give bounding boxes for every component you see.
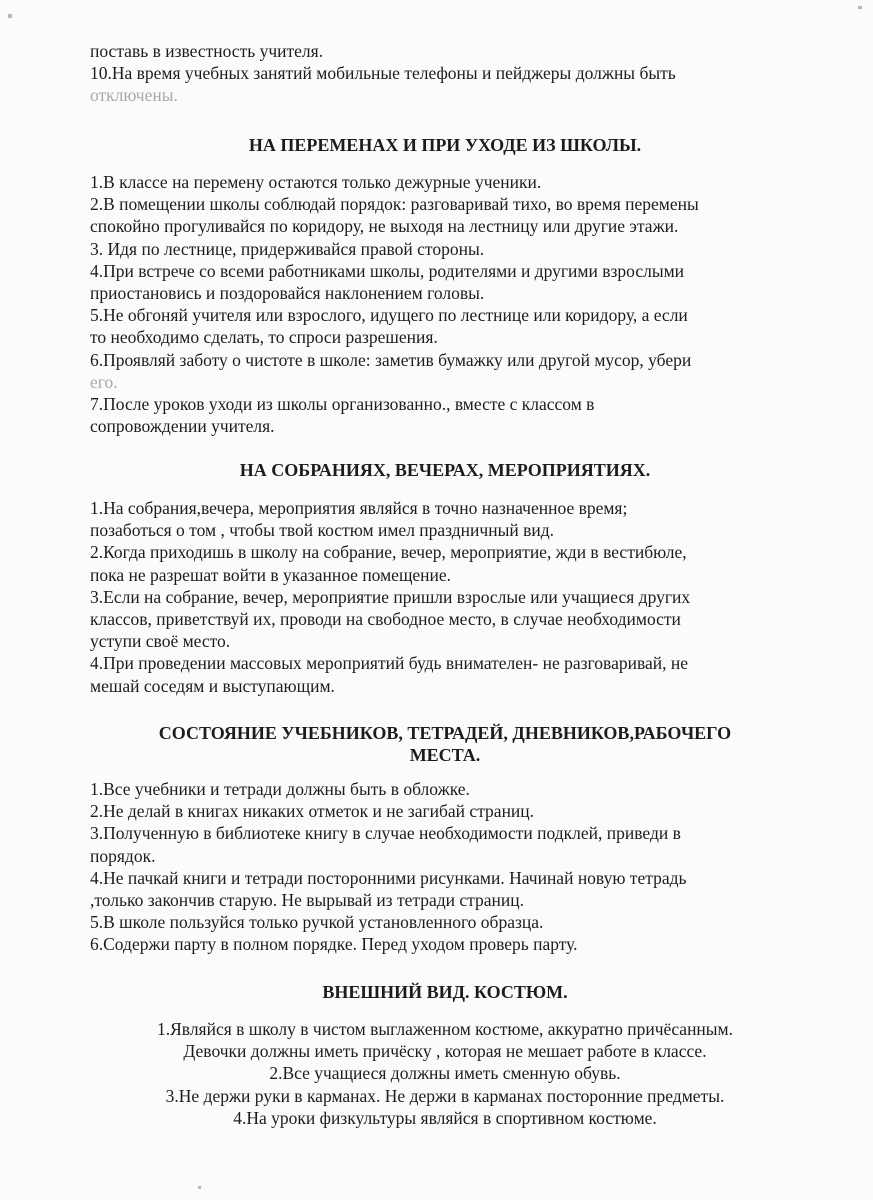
section-2-line: классов, приветствуй их, проводи на свободное место, в случае необходимости <box>90 609 681 630</box>
section-3-line: ,только закончив старую. Не вырывай из тетради страниц. <box>90 890 525 911</box>
section-4-line: Девочки должны иметь причёску , которая не мешает работе в классе. <box>183 1041 707 1062</box>
section-3-line: 4.Не пачкай книги и тетради посторонними рисунками. Начинай новую тетрадь <box>90 867 687 888</box>
intro-block <box>90 40 676 107</box>
section-1-line: 7.После уроков уходи из школы организованно., вместе с классом в <box>90 394 595 415</box>
section-1-line: приостановись и поздоровайся наклонением головы. <box>90 283 485 304</box>
intro-line-1: поставь в известность учителя. <box>90 41 324 61</box>
scan-mark-top-left <box>8 14 12 18</box>
section-2-line: 3.Если на собрание, вечер, мероприятие пришли взрослые или учащиеся других <box>90 586 691 607</box>
section-3-line: 3.Полученную в библиотеке книгу в случае необходимости подклей, приведи в <box>90 823 681 844</box>
section-3-line: 5.В школе пользуйся только ручкой установленного образца. <box>90 912 544 933</box>
section-3-heading <box>90 722 800 766</box>
section-1-line: 3. Идя по лестнице, придерживайся правой стороны. <box>90 238 485 259</box>
section-1-line: сопровождении учителя. <box>90 416 275 437</box>
section-3-body <box>90 778 686 956</box>
intro-line-2: 10.На время учебных занятий мобильные телефоны и пейджеры должны быть <box>90 63 676 84</box>
section-2-line: 2.Когда приходишь в школу на собрание, вечер, мероприятие, жди в вестибюле, <box>90 542 687 563</box>
scan-mark-top-right <box>858 6 862 9</box>
section-1-line: 5.Не обгоняй учителя или взрослого, идущего по лестнице или коридору, а если <box>90 305 688 326</box>
section-2-line: 4.При проведении массовых мероприятий будь внимателен- не разговаривай, не <box>90 653 689 674</box>
section-1-line: 4.При встрече со всеми работниками школы, родителями и другими взрослыми <box>90 260 685 281</box>
section-3-line: 1.Все учебники и тетради должны быть в обложке. <box>90 779 470 799</box>
section-4-line: 1.Являйся в школу в чистом выглаженном костюме, аккуратно причёсанным. <box>156 1019 734 1039</box>
section-4-heading: ВНЕШНИЙ ВИД. КОСТЮМ. <box>322 982 568 1002</box>
section-2-body <box>90 497 690 697</box>
section-4-body <box>90 1018 800 1129</box>
section-3-line: 6.Содержи парту в полном порядке. Перед уходом проверь парту. <box>90 934 578 955</box>
section-1-line: спокойно прогуливайся по коридору, не выходя на лестницу или другие этажи. <box>90 216 679 237</box>
section-1-body <box>90 171 699 437</box>
section-3-line: порядок. <box>90 845 156 866</box>
section-2-line: 1.На собрания,вечера, мероприятия являйся в точно назначенное время; <box>90 498 628 518</box>
section-2-heading: НА СОБРАНИЯХ, ВЕЧЕРАХ, МЕРОПРИЯТИЯХ. <box>239 460 651 480</box>
section-2-line: позаботься о том , чтобы твой костюм имел праздничный вид. <box>90 520 554 541</box>
section-3-heading-line-2: МЕСТА. <box>409 745 481 765</box>
section-2-line: мешай соседям и выступающим. <box>90 675 335 696</box>
intro-line-3: отключены. <box>90 85 178 106</box>
section-1-heading: НА ПЕРЕМЕНАХ И ПРИ УХОДЕ ИЗ ШКОЛЫ. <box>248 135 642 155</box>
section-1-line: 6.Проявляй заботу о чистоте в школе: заметив бумажку или другой мусор, убери <box>90 349 692 370</box>
scan-mark-bottom <box>198 1186 201 1189</box>
section-3-heading-line-1: СОСТОЯНИЕ УЧЕБНИКОВ, ТЕТРАДЕЙ, ДНЕВНИКОВ,РАБОЧЕГО <box>158 723 732 743</box>
section-3-line: 2.Не делай в книгах никаких отметок и не загибай страниц. <box>90 801 535 822</box>
section-2-line: уступи своё место. <box>90 631 231 652</box>
section-1-line: его. <box>90 371 118 392</box>
section-4-line: 3.Не держи руки в карманах. Не держи в карманах посторонние предметы. <box>165 1085 725 1106</box>
section-4-line: 2.Все учащиеся должны иметь сменную обувь. <box>269 1063 621 1084</box>
section-1-line: 1.В классе на перемену остаются только дежурные ученики. <box>90 172 542 192</box>
section-1-line: то необходимо сделать, то спроси разрешения. <box>90 327 438 348</box>
section-1-line: 2.В помещении школы соблюдай порядок: разговаривай тихо, во время перемены <box>90 194 699 215</box>
section-4-line: 4.На уроки физкультуры являйся в спортивном костюме. <box>233 1107 657 1128</box>
section-2-line: пока не разрешат войти в указанное помещение. <box>90 564 452 585</box>
